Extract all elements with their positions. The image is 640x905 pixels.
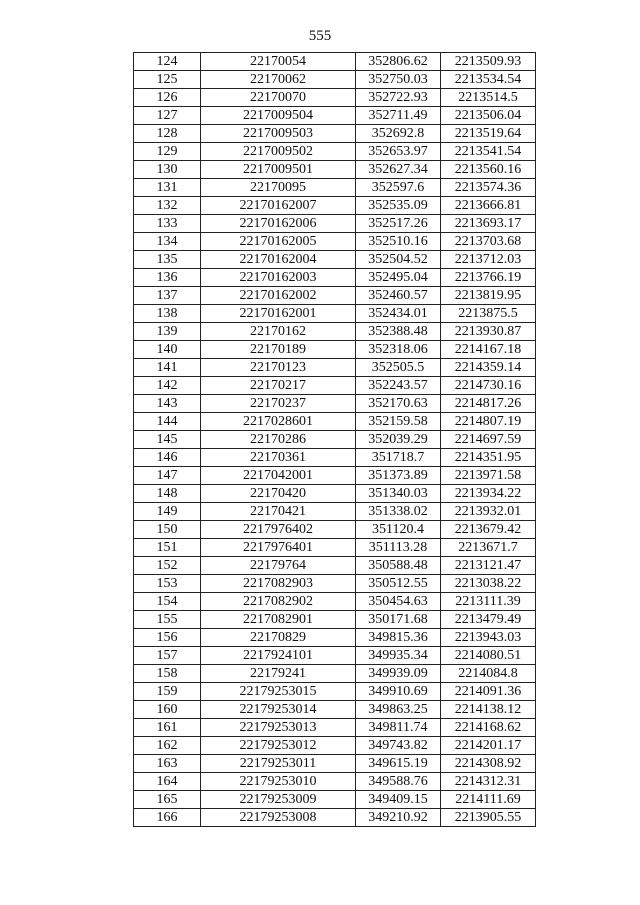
- x-coordinate-cell: 352504.52: [356, 251, 441, 269]
- point-id-cell: 2217009501: [201, 161, 356, 179]
- point-id-cell: 22170162004: [201, 251, 356, 269]
- row-number-cell: 156: [134, 629, 201, 647]
- y-coordinate-cell: 2214351.95: [441, 449, 536, 467]
- y-coordinate-cell: 2214697.59: [441, 431, 536, 449]
- x-coordinate-cell: 352722.93: [356, 89, 441, 107]
- row-number-cell: 130: [134, 161, 201, 179]
- row-number-cell: 144: [134, 413, 201, 431]
- y-coordinate-cell: 2213930.87: [441, 323, 536, 341]
- row-number-cell: 159: [134, 683, 201, 701]
- point-id-cell: 22179253013: [201, 719, 356, 737]
- y-coordinate-cell: 2213934.22: [441, 485, 536, 503]
- y-coordinate-cell: 2213971.58: [441, 467, 536, 485]
- x-coordinate-cell: 352510.16: [356, 233, 441, 251]
- table-row: [134, 629, 536, 647]
- x-coordinate-cell: 351340.03: [356, 485, 441, 503]
- table-row: [134, 701, 536, 719]
- y-coordinate-cell: 2213712.03: [441, 251, 536, 269]
- table-row: [134, 539, 536, 557]
- point-id-cell: 22170162003: [201, 269, 356, 287]
- table-row: [134, 395, 536, 413]
- point-id-cell: 22179253010: [201, 773, 356, 791]
- table-row: [134, 557, 536, 575]
- row-number-cell: 142: [134, 377, 201, 395]
- x-coordinate-cell: 352460.57: [356, 287, 441, 305]
- point-id-cell: 2217924101: [201, 647, 356, 665]
- point-id-cell: 22170162007: [201, 197, 356, 215]
- y-coordinate-cell: 2214730.16: [441, 377, 536, 395]
- y-coordinate-cell: 2213875.5: [441, 305, 536, 323]
- row-number-cell: 166: [134, 809, 201, 827]
- row-number-cell: 133: [134, 215, 201, 233]
- y-coordinate-cell: 2214312.31: [441, 773, 536, 791]
- x-coordinate-cell: 350512.55: [356, 575, 441, 593]
- row-number-cell: 153: [134, 575, 201, 593]
- table-row: [134, 665, 536, 683]
- x-coordinate-cell: 351113.28: [356, 539, 441, 557]
- y-coordinate-cell: 2213560.16: [441, 161, 536, 179]
- y-coordinate-cell: 2213666.81: [441, 197, 536, 215]
- x-coordinate-cell: 352388.48: [356, 323, 441, 341]
- table-row: [134, 53, 536, 71]
- point-id-cell: 2217009503: [201, 125, 356, 143]
- table-row: [134, 773, 536, 791]
- table-row: [134, 485, 536, 503]
- point-id-cell: 2217082902: [201, 593, 356, 611]
- x-coordinate-cell: 352495.04: [356, 269, 441, 287]
- row-number-cell: 151: [134, 539, 201, 557]
- x-coordinate-cell: 351338.02: [356, 503, 441, 521]
- point-id-cell: 22170189: [201, 341, 356, 359]
- row-number-cell: 143: [134, 395, 201, 413]
- x-coordinate-cell: 352170.63: [356, 395, 441, 413]
- table-row: [134, 593, 536, 611]
- table-row: [134, 467, 536, 485]
- y-coordinate-cell: 2213943.03: [441, 629, 536, 647]
- y-coordinate-cell: 2214091.36: [441, 683, 536, 701]
- table-row: [134, 431, 536, 449]
- table-row: [134, 125, 536, 143]
- y-coordinate-cell: 2214080.51: [441, 647, 536, 665]
- row-number-cell: 125: [134, 71, 201, 89]
- x-coordinate-cell: 352692.8: [356, 125, 441, 143]
- table-row: [134, 521, 536, 539]
- point-id-cell: 22170420: [201, 485, 356, 503]
- y-coordinate-cell: 2214138.12: [441, 701, 536, 719]
- row-number-cell: 162: [134, 737, 201, 755]
- table-row: [134, 71, 536, 89]
- x-coordinate-cell: 349210.92: [356, 809, 441, 827]
- row-number-cell: 165: [134, 791, 201, 809]
- row-number-cell: 134: [134, 233, 201, 251]
- table-row: [134, 341, 536, 359]
- x-coordinate-cell: 352434.01: [356, 305, 441, 323]
- point-id-cell: 2217009504: [201, 107, 356, 125]
- x-coordinate-cell: 349811.74: [356, 719, 441, 737]
- point-id-cell: 2217976402: [201, 521, 356, 539]
- x-coordinate-cell: 349409.15: [356, 791, 441, 809]
- point-id-cell: 22170095: [201, 179, 356, 197]
- x-coordinate-cell: 349743.82: [356, 737, 441, 755]
- table-row: [134, 791, 536, 809]
- point-id-cell: 22170162002: [201, 287, 356, 305]
- row-number-cell: 163: [134, 755, 201, 773]
- point-id-cell: 22170162006: [201, 215, 356, 233]
- y-coordinate-cell: 2214201.17: [441, 737, 536, 755]
- y-coordinate-cell: 2214168.62: [441, 719, 536, 737]
- y-coordinate-cell: 2214807.19: [441, 413, 536, 431]
- y-coordinate-cell: 2214359.14: [441, 359, 536, 377]
- y-coordinate-cell: 2213509.93: [441, 53, 536, 71]
- y-coordinate-cell: 2214167.18: [441, 341, 536, 359]
- table-body: [134, 53, 536, 827]
- row-number-cell: 141: [134, 359, 201, 377]
- point-id-cell: 22170054: [201, 53, 356, 71]
- row-number-cell: 139: [134, 323, 201, 341]
- y-coordinate-cell: 2213514.5: [441, 89, 536, 107]
- point-id-cell: 2217082903: [201, 575, 356, 593]
- point-id-cell: 2217082901: [201, 611, 356, 629]
- row-number-cell: 128: [134, 125, 201, 143]
- x-coordinate-cell: 351718.7: [356, 449, 441, 467]
- point-id-cell: 22179253012: [201, 737, 356, 755]
- y-coordinate-cell: 2213905.55: [441, 809, 536, 827]
- table-row: [134, 287, 536, 305]
- table-row: [134, 251, 536, 269]
- y-coordinate-cell: 2214111.69: [441, 791, 536, 809]
- row-number-cell: 149: [134, 503, 201, 521]
- point-id-cell: 22170286: [201, 431, 356, 449]
- table-row: [134, 737, 536, 755]
- row-number-cell: 147: [134, 467, 201, 485]
- row-number-cell: 164: [134, 773, 201, 791]
- y-coordinate-cell: 2213693.17: [441, 215, 536, 233]
- y-coordinate-cell: 2213111.39: [441, 593, 536, 611]
- y-coordinate-cell: 2213534.54: [441, 71, 536, 89]
- x-coordinate-cell: 352318.06: [356, 341, 441, 359]
- x-coordinate-cell: 352597.6: [356, 179, 441, 197]
- row-number-cell: 145: [134, 431, 201, 449]
- row-number-cell: 152: [134, 557, 201, 575]
- row-number-cell: 160: [134, 701, 201, 719]
- row-number-cell: 129: [134, 143, 201, 161]
- table-row: [134, 215, 536, 233]
- point-id-cell: 22170162001: [201, 305, 356, 323]
- table-row: [134, 107, 536, 125]
- table-row: [134, 611, 536, 629]
- row-number-cell: 148: [134, 485, 201, 503]
- y-coordinate-cell: 2213541.54: [441, 143, 536, 161]
- point-id-cell: 2217976401: [201, 539, 356, 557]
- x-coordinate-cell: 352505.5: [356, 359, 441, 377]
- row-number-cell: 126: [134, 89, 201, 107]
- x-coordinate-cell: 352750.03: [356, 71, 441, 89]
- row-number-cell: 124: [134, 53, 201, 71]
- point-id-cell: 2217042001: [201, 467, 356, 485]
- table-row: [134, 89, 536, 107]
- y-coordinate-cell: 2213038.22: [441, 575, 536, 593]
- point-id-cell: 22170829: [201, 629, 356, 647]
- table-row: [134, 197, 536, 215]
- y-coordinate-cell: 2214084.8: [441, 665, 536, 683]
- x-coordinate-cell: 352806.62: [356, 53, 441, 71]
- y-coordinate-cell: 2213703.68: [441, 233, 536, 251]
- x-coordinate-cell: 349863.25: [356, 701, 441, 719]
- table-row: [134, 755, 536, 773]
- x-coordinate-cell: 350454.63: [356, 593, 441, 611]
- table-row: [134, 647, 536, 665]
- table-row: [134, 323, 536, 341]
- y-coordinate-cell: 2213519.64: [441, 125, 536, 143]
- y-coordinate-cell: 2213506.04: [441, 107, 536, 125]
- point-id-cell: 22170070: [201, 89, 356, 107]
- y-coordinate-cell: 2213121.47: [441, 557, 536, 575]
- row-number-cell: 158: [134, 665, 201, 683]
- row-number-cell: 138: [134, 305, 201, 323]
- table-row: [134, 233, 536, 251]
- coordinates-table: [133, 52, 536, 827]
- row-number-cell: 131: [134, 179, 201, 197]
- x-coordinate-cell: 352535.09: [356, 197, 441, 215]
- row-number-cell: 146: [134, 449, 201, 467]
- x-coordinate-cell: 349588.76: [356, 773, 441, 791]
- point-id-cell: 22170162: [201, 323, 356, 341]
- point-id-cell: 2217009502: [201, 143, 356, 161]
- x-coordinate-cell: 352039.29: [356, 431, 441, 449]
- row-number-cell: 150: [134, 521, 201, 539]
- x-coordinate-cell: 349615.19: [356, 755, 441, 773]
- y-coordinate-cell: 2214817.26: [441, 395, 536, 413]
- x-coordinate-cell: 350171.68: [356, 611, 441, 629]
- point-id-cell: 22170123: [201, 359, 356, 377]
- x-coordinate-cell: 352627.34: [356, 161, 441, 179]
- point-id-cell: 22170421: [201, 503, 356, 521]
- point-id-cell: 22170361: [201, 449, 356, 467]
- x-coordinate-cell: 352243.57: [356, 377, 441, 395]
- table-row: [134, 683, 536, 701]
- table-row: [134, 269, 536, 287]
- row-number-cell: 140: [134, 341, 201, 359]
- point-id-cell: 22179253008: [201, 809, 356, 827]
- row-number-cell: 157: [134, 647, 201, 665]
- row-number-cell: 155: [134, 611, 201, 629]
- table-row: [134, 449, 536, 467]
- y-coordinate-cell: 2213479.49: [441, 611, 536, 629]
- point-id-cell: 22170062: [201, 71, 356, 89]
- x-coordinate-cell: 349815.36: [356, 629, 441, 647]
- y-coordinate-cell: 2213932.01: [441, 503, 536, 521]
- y-coordinate-cell: 2214308.92: [441, 755, 536, 773]
- y-coordinate-cell: 2213671.7: [441, 539, 536, 557]
- y-coordinate-cell: 2213574.36: [441, 179, 536, 197]
- x-coordinate-cell: 349935.34: [356, 647, 441, 665]
- point-id-cell: 22179253014: [201, 701, 356, 719]
- table-row: [134, 503, 536, 521]
- x-coordinate-cell: 352653.97: [356, 143, 441, 161]
- table-row: [134, 719, 536, 737]
- x-coordinate-cell: 350588.48: [356, 557, 441, 575]
- point-id-cell: 22179253011: [201, 755, 356, 773]
- x-coordinate-cell: 352711.49: [356, 107, 441, 125]
- y-coordinate-cell: 2213679.42: [441, 521, 536, 539]
- table-row: [134, 179, 536, 197]
- point-id-cell: 22170162005: [201, 233, 356, 251]
- x-coordinate-cell: 351373.89: [356, 467, 441, 485]
- point-id-cell: 22179764: [201, 557, 356, 575]
- row-number-cell: 132: [134, 197, 201, 215]
- table-row: [134, 377, 536, 395]
- x-coordinate-cell: 351120.4: [356, 521, 441, 539]
- row-number-cell: 137: [134, 287, 201, 305]
- table-row: [134, 143, 536, 161]
- table-row: [134, 359, 536, 377]
- y-coordinate-cell: 2213819.95: [441, 287, 536, 305]
- point-id-cell: 22179241: [201, 665, 356, 683]
- x-coordinate-cell: 352517.26: [356, 215, 441, 233]
- table-row: [134, 413, 536, 431]
- table-row: [134, 161, 536, 179]
- row-number-cell: 161: [134, 719, 201, 737]
- page-number: 555: [308, 28, 332, 44]
- row-number-cell: 136: [134, 269, 201, 287]
- point-id-cell: 22170217: [201, 377, 356, 395]
- x-coordinate-cell: 349939.09: [356, 665, 441, 683]
- row-number-cell: 154: [134, 593, 201, 611]
- row-number-cell: 135: [134, 251, 201, 269]
- x-coordinate-cell: 349910.69: [356, 683, 441, 701]
- point-id-cell: 22179253009: [201, 791, 356, 809]
- y-coordinate-cell: 2213766.19: [441, 269, 536, 287]
- point-id-cell: 22170237: [201, 395, 356, 413]
- table-row: [134, 575, 536, 593]
- table-row: [134, 809, 536, 827]
- table-row: [134, 305, 536, 323]
- point-id-cell: 22179253015: [201, 683, 356, 701]
- row-number-cell: 127: [134, 107, 201, 125]
- x-coordinate-cell: 352159.58: [356, 413, 441, 431]
- point-id-cell: 2217028601: [201, 413, 356, 431]
